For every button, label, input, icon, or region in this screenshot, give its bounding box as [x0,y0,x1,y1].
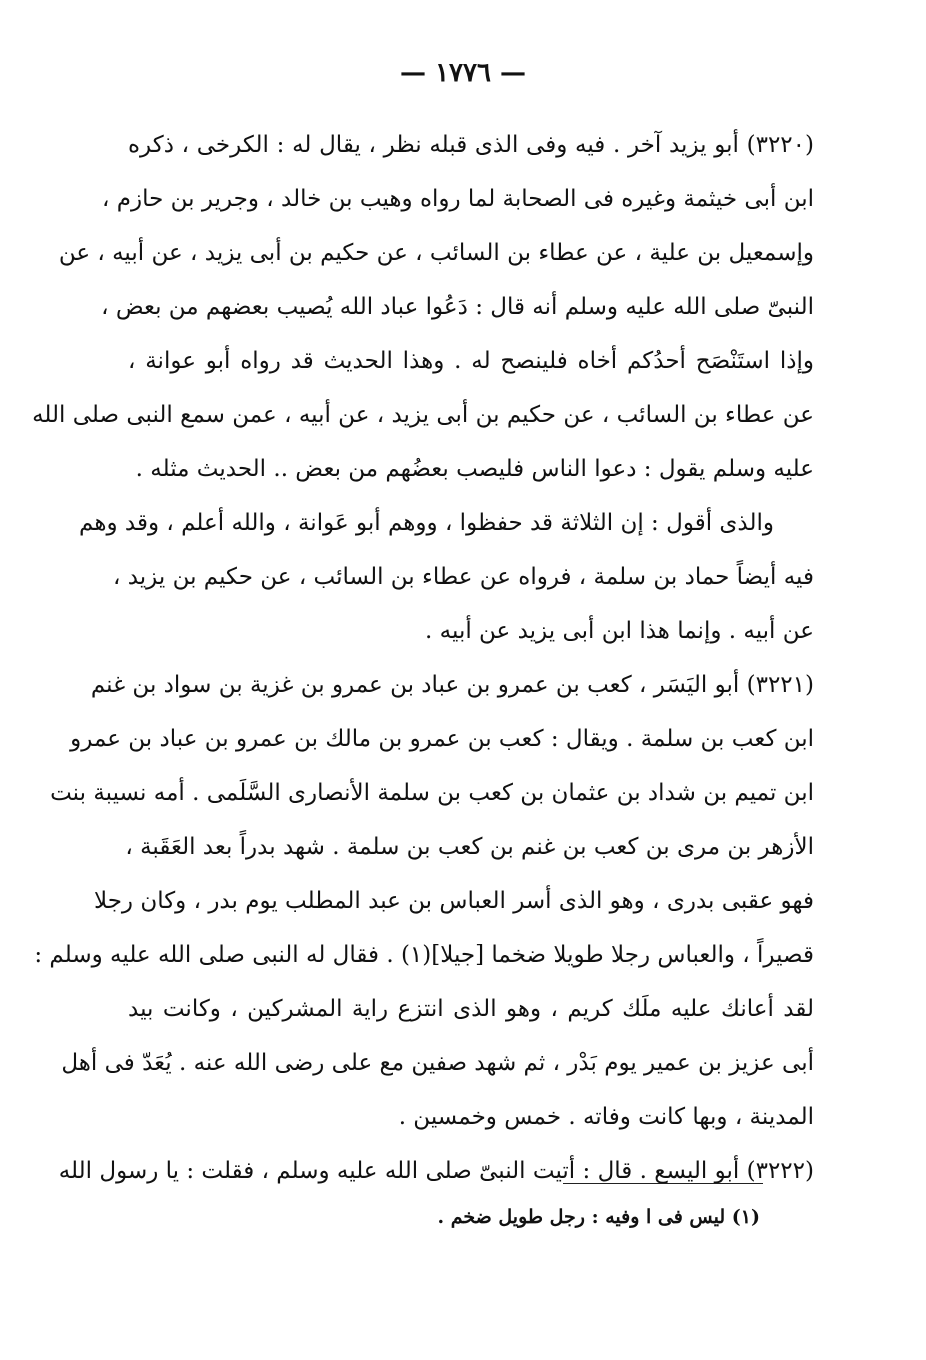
text-line: وإسمعيل بن علية ، عن عطاء بن السائب ، عن حكيم بن أبى يزيد ، عن أبيه ، عن [58,240,814,266]
text-line: ابن أبى خيثمة وغيره فى الصحابة لما رواه وهيب بن خالد ، وجرير بن حازم ، [102,186,814,212]
text-line: وإذا استَنْصَح أحدُكم أخاه فلينصح له . وهذا الحديث قد رواه أبو عوانة ، [128,348,814,374]
text-line: (٣٢٢٠) أبو يزيد آخر . فيه وفى الذى قبله نظر ، يقال له : الكرخى ، ذكره [128,132,814,158]
text-line: عن عطاء بن السائب ، عن حكيم بن أبى يزيد ، عن أبيه ، عمن سمع النبى صلى الله [32,402,814,428]
text-line: (٣٢٢١) أبو اليَسَر ، كعب بن عمرو بن عباد بن عمرو بن غزية بن سواد بن غنم [90,672,814,698]
footnote-divider [563,1183,763,1184]
text-line: أبى عزيز بن عمير يوم بَدْر ، ثم شهد صفين مع على رضى الله عنه . يُعَدّ فى أهل [61,1050,814,1076]
text-line: عليه وسلم يقول : دعوا الناس فليصب بعضُهم من بعض .. الحديث مثله . [135,456,814,482]
text-line: النبىّ صلى الله عليه وسلم أنه قال : دَعُوا عباد الله يُصيب بعضهم من بعض ، [101,294,814,320]
text-line: لقد أعانك عليه ملَك كريم ، وهو الذى انتزع راية المشركين ، وكانت بيد [128,996,814,1022]
main-text [32,118,814,1198]
text-line: فهو عقبى بدرى ، وهو الذى أسر العباس بن عبد المطلب يوم بدر ، وكان رجلا [93,888,814,914]
text-line: قصيراً ، والعباس رجلا طويلا ضخما [جيلا](١) . فقال له النبى صلى الله عليه وسلم : [34,942,814,968]
footnote: (١) ليس فى ا وفيه : رجل طويل ضخم . [437,1206,760,1228]
text-line: والذى أقول : إن الثلاثة قد حفظوا ، ووهم أبو عَوانة ، والله أعلم ، وقد وهم [79,510,774,536]
page-number: — ١٧٧٦ — [400,58,526,88]
text-line: الأزهر بن مرى بن كعب بن غنم بن كعب بن سلمة . شهد بدراً بعد العَقَبة ، [125,834,814,860]
text-line: فيه أيضاً حماد بن سلمة ، فرواه عن عطاء بن السائب ، عن حكيم بن يزيد ، [112,564,814,590]
text-line: عن أبيه . وإنما هذا ابن أبى يزيد عن أبيه . [425,618,814,644]
text-line: ابن كعب بن سلمة . ويقال : كعب بن عمرو بن مالك بن عمرو بن عباد بن عمرو [70,726,814,752]
text-line: ابن تميم بن شداد بن عثمان بن كعب بن سلمة الأنصارى السَّلَمى . أمه نسيبة بنت [50,780,814,806]
text-line: المدينة ، وبها كانت وفاته . خمس وخمسين . [398,1104,814,1130]
text-line: (٣٢٢٢) أبو اليسع . قال : أتيت النبىّ صلى الله عليه وسلم ، فقلت : يا رسول الله [58,1158,814,1184]
